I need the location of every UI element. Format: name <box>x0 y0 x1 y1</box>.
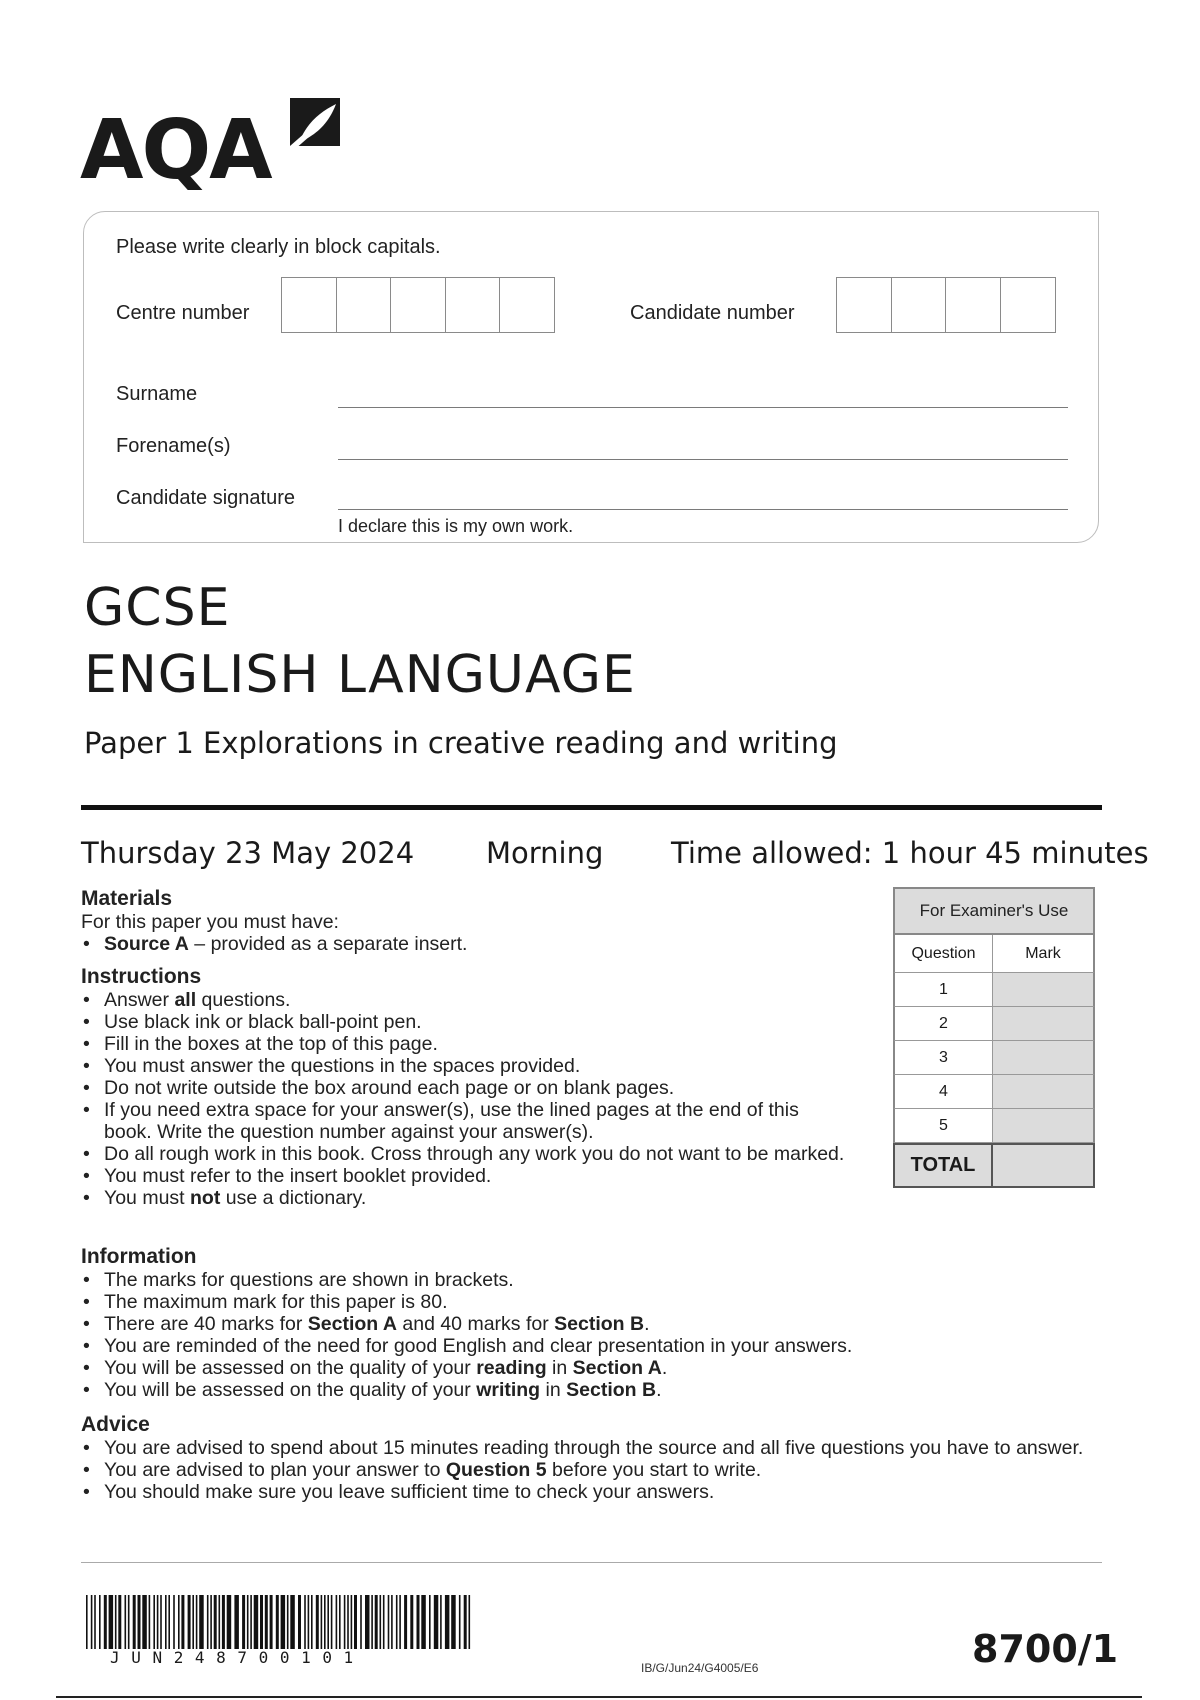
list-item: • Answer all questions. <box>81 989 851 1011</box>
barcode-bar <box>222 1595 225 1649</box>
time-allowed: Time allowed: 1 hour 45 minutes <box>671 836 1149 870</box>
barcode-bar <box>464 1595 467 1649</box>
barcode-bar <box>125 1595 127 1649</box>
barcode-bar <box>339 1595 341 1649</box>
barcode-bar <box>316 1595 319 1649</box>
instructions-list <box>81 989 851 1209</box>
title-divider <box>81 805 1102 810</box>
barcode-bar <box>178 1595 180 1649</box>
barcode-bar <box>109 1595 114 1649</box>
barcode-bar <box>391 1595 393 1649</box>
mark-cell <box>993 1041 1093 1074</box>
table-row <box>893 1109 1095 1143</box>
list-item: • You are advised to spend about 15 minutes reading through the source and all five questions you have to answer. <box>81 1437 1101 1459</box>
barcode-bar <box>250 1595 252 1649</box>
total-mark-cell <box>993 1145 1093 1186</box>
list-item: • You must answer the questions in the spaces provided. <box>81 1055 851 1077</box>
list-item: • You must not use a dictionary. <box>81 1187 851 1209</box>
candidate-number-digit[interactable] <box>891 277 947 333</box>
barcode-bar <box>410 1595 413 1649</box>
paper-title: Paper 1 Explorations in creative reading and writing <box>84 726 838 760</box>
barcode-bar <box>168 1595 170 1649</box>
barcode-bar <box>371 1595 373 1649</box>
barcode-bar <box>429 1595 431 1649</box>
candidate-number-digit[interactable] <box>1000 277 1056 333</box>
barcode-bar <box>199 1595 204 1649</box>
surname-write-line[interactable] <box>338 407 1068 408</box>
centre-number-boxes[interactable] <box>281 277 554 333</box>
table-row <box>893 1007 1095 1041</box>
mark-cell <box>993 1109 1093 1142</box>
aqa-leaf-icon <box>286 92 344 150</box>
barcode-bar <box>360 1595 362 1649</box>
page-bottom-rule <box>56 1696 1142 1698</box>
list-item: • You should make sure you leave sufficient time to check your answers. <box>81 1481 1101 1503</box>
examiner-table-title: For Examiner's Use <box>893 887 1095 935</box>
barcode-bar <box>308 1595 310 1649</box>
aqa-logo <box>80 92 340 198</box>
list-item: • You are reminded of the need for good English and clear presentation in your answers. <box>81 1335 1101 1357</box>
barcode-bar <box>242 1595 245 1649</box>
barcode-bar <box>380 1595 382 1649</box>
barcode-bar <box>298 1595 301 1649</box>
document-reference: IB/G/Jun24/G4005/E6 <box>641 1661 759 1675</box>
barcode-bar <box>207 1595 209 1649</box>
barcode-bar <box>210 1595 212 1649</box>
barcode-bar <box>351 1595 353 1649</box>
question-number-cell: 1 <box>895 973 993 1006</box>
barcode-bar <box>133 1595 136 1649</box>
barcode-bar <box>196 1595 198 1649</box>
materials-intro: For this paper you must have: <box>81 911 339 933</box>
table-row <box>893 973 1095 1007</box>
information-section <box>81 1245 1101 1401</box>
list-item: • You must refer to the insert booklet provided. <box>81 1165 851 1187</box>
mark-column-header: Mark <box>993 935 1093 972</box>
barcode-digits: JUN248700101 <box>110 1648 365 1667</box>
list-item: • Fill in the boxes at the top of this page. <box>81 1033 851 1055</box>
list-item: • You will be assessed on the quality of your writing in Section B. <box>81 1379 1101 1401</box>
list-item: • You are advised to plan your answer to Question 5 before you start to write. <box>81 1459 1101 1481</box>
barcode-bar <box>157 1595 159 1649</box>
signature-label: Candidate signature <box>116 487 296 509</box>
barcode-bar <box>321 1595 323 1649</box>
barcode-bar <box>118 1595 121 1649</box>
materials-heading: Materials <box>81 887 173 910</box>
list-item: • Source A – provided as a separate insert. <box>81 933 881 955</box>
instructions-section <box>81 965 851 1209</box>
candidate-number-boxes[interactable] <box>836 277 1054 333</box>
barcode-bar <box>214 1595 217 1649</box>
information-heading: Information <box>81 1245 197 1268</box>
total-label: TOTAL <box>895 1145 993 1186</box>
barcode-bar <box>311 1595 313 1649</box>
barcode-bar <box>445 1595 450 1649</box>
barcode-bar <box>99 1595 101 1649</box>
barcode-bar <box>347 1595 349 1649</box>
question-number-cell: 3 <box>895 1041 993 1074</box>
barcode-bar <box>276 1595 279 1649</box>
barcode-bar <box>404 1595 407 1649</box>
barcode-bar <box>173 1595 175 1649</box>
barcode-bar <box>260 1595 263 1649</box>
question-column-header: Question <box>895 935 993 972</box>
exam-date: Thursday 23 May 2024 <box>81 836 415 870</box>
barcode-bar <box>192 1595 194 1649</box>
barcode-bar <box>153 1595 155 1649</box>
list-item: • Use black ink or black ball-point pen. <box>81 1011 851 1033</box>
barcode-bar <box>142 1595 147 1649</box>
candidate-number-label: Candidate number <box>630 302 795 324</box>
barcode-bar <box>270 1595 273 1649</box>
centre-number-digit[interactable] <box>445 277 501 333</box>
list-item: • If you need extra space for your answer(s), use the lined pages at the end of this book. Write the question number against your answer(s). <box>81 1099 851 1143</box>
barcode-bar <box>86 1595 88 1649</box>
barcode-bar <box>287 1595 289 1649</box>
barcode-bar <box>327 1595 329 1649</box>
barcode-bar <box>375 1595 378 1649</box>
barcode-bar <box>227 1595 232 1649</box>
candidate-number-digit[interactable] <box>836 277 892 333</box>
paper-code: 8700/1 <box>972 1627 1119 1671</box>
barcode-bar <box>324 1595 326 1649</box>
barcode-bar <box>247 1595 249 1649</box>
materials-list <box>81 933 881 955</box>
total-row <box>893 1143 1095 1188</box>
qualification-title: GCSE <box>84 578 231 638</box>
materials-section <box>81 887 881 955</box>
barcode-bar <box>396 1595 398 1649</box>
barcode-bar <box>336 1595 338 1649</box>
barcode-bar <box>459 1595 461 1649</box>
barcode-bar <box>434 1595 439 1649</box>
list-item: • Do not write outside the box around each page or on blank pages. <box>81 1077 851 1099</box>
barcode-bar <box>165 1595 167 1649</box>
barcode-icon <box>86 1595 472 1649</box>
barcode-bar <box>451 1595 456 1649</box>
barcode-bar <box>160 1595 162 1649</box>
centre-number-label: Centre number <box>116 302 250 324</box>
barcode-bar <box>421 1595 426 1649</box>
list-item: • There are 40 marks for Section A and 40 marks for Section B. <box>81 1313 1101 1335</box>
advice-heading: Advice <box>81 1413 150 1436</box>
barcode-bar <box>128 1595 130 1649</box>
barcode-bar <box>149 1595 151 1649</box>
forenames-label: Forename(s) <box>116 435 231 457</box>
barcode-bar <box>219 1595 221 1649</box>
barcode-bar <box>94 1595 96 1649</box>
advice-list <box>81 1437 1101 1503</box>
barcode-bar <box>254 1595 259 1649</box>
candidate-number-digit[interactable] <box>945 277 1001 333</box>
barcode-bar <box>138 1595 141 1649</box>
centre-number-digit[interactable] <box>281 277 337 333</box>
subject-title: ENGLISH LANGUAGE <box>84 645 636 705</box>
list-item: • Do all rough work in this book. Cross through any work you do not want to be marked. <box>81 1143 851 1165</box>
logo-text: AQA <box>80 103 271 198</box>
declaration-text: I declare this is my own work. <box>338 516 574 536</box>
barcode-bar <box>388 1595 390 1649</box>
barcode-bar <box>181 1595 184 1649</box>
list-item: • The marks for questions are shown in brackets. <box>81 1269 1101 1291</box>
barcode-bar <box>281 1595 286 1649</box>
list-item: • You will be assessed on the quality of your reading in Section A. <box>81 1357 1101 1379</box>
barcode-bar <box>265 1595 268 1649</box>
question-number-cell: 4 <box>895 1075 993 1108</box>
question-number-cell: 2 <box>895 1007 993 1040</box>
barcode-bar <box>234 1595 239 1649</box>
barcode-bar <box>188 1595 191 1649</box>
barcode-bar <box>344 1595 346 1649</box>
examiner-use-table <box>893 887 1095 1188</box>
centre-number-digit[interactable] <box>336 277 392 333</box>
block-capitals-instruction: Please write clearly in block capitals. <box>116 236 441 258</box>
examiner-table-header <box>893 935 1095 973</box>
barcode-bar <box>469 1595 471 1649</box>
question-number-cell: 5 <box>895 1109 993 1142</box>
barcode-bar <box>331 1595 333 1649</box>
advice-section <box>81 1413 1101 1503</box>
signature-write-line[interactable] <box>338 509 1068 510</box>
exam-session: Morning <box>486 836 604 870</box>
barcode-bar <box>290 1595 295 1649</box>
table-row <box>893 1041 1095 1075</box>
barcode-bar <box>399 1595 401 1649</box>
information-list <box>81 1269 1101 1401</box>
instructions-heading: Instructions <box>81 965 202 988</box>
mark-cell <box>993 973 1093 1006</box>
barcode-bar <box>417 1595 420 1649</box>
mark-cell <box>993 1075 1093 1108</box>
table-row <box>893 1075 1095 1109</box>
forenames-write-line[interactable] <box>338 459 1068 460</box>
barcode-bar <box>383 1595 385 1649</box>
barcode-bar <box>91 1595 93 1649</box>
surname-label: Surname <box>116 383 198 405</box>
centre-number-digit[interactable] <box>499 277 555 333</box>
centre-number-digit[interactable] <box>390 277 446 333</box>
barcode-bar <box>115 1595 117 1649</box>
barcode-bar <box>440 1595 442 1649</box>
barcode-bar <box>365 1595 370 1649</box>
list-item: • The maximum mark for this paper is 80. <box>81 1291 1101 1313</box>
barcode-bar <box>304 1595 306 1649</box>
barcode-bar <box>354 1595 357 1649</box>
footer-divider <box>81 1562 1102 1563</box>
barcode-bar <box>104 1595 107 1649</box>
mark-cell <box>993 1007 1093 1040</box>
